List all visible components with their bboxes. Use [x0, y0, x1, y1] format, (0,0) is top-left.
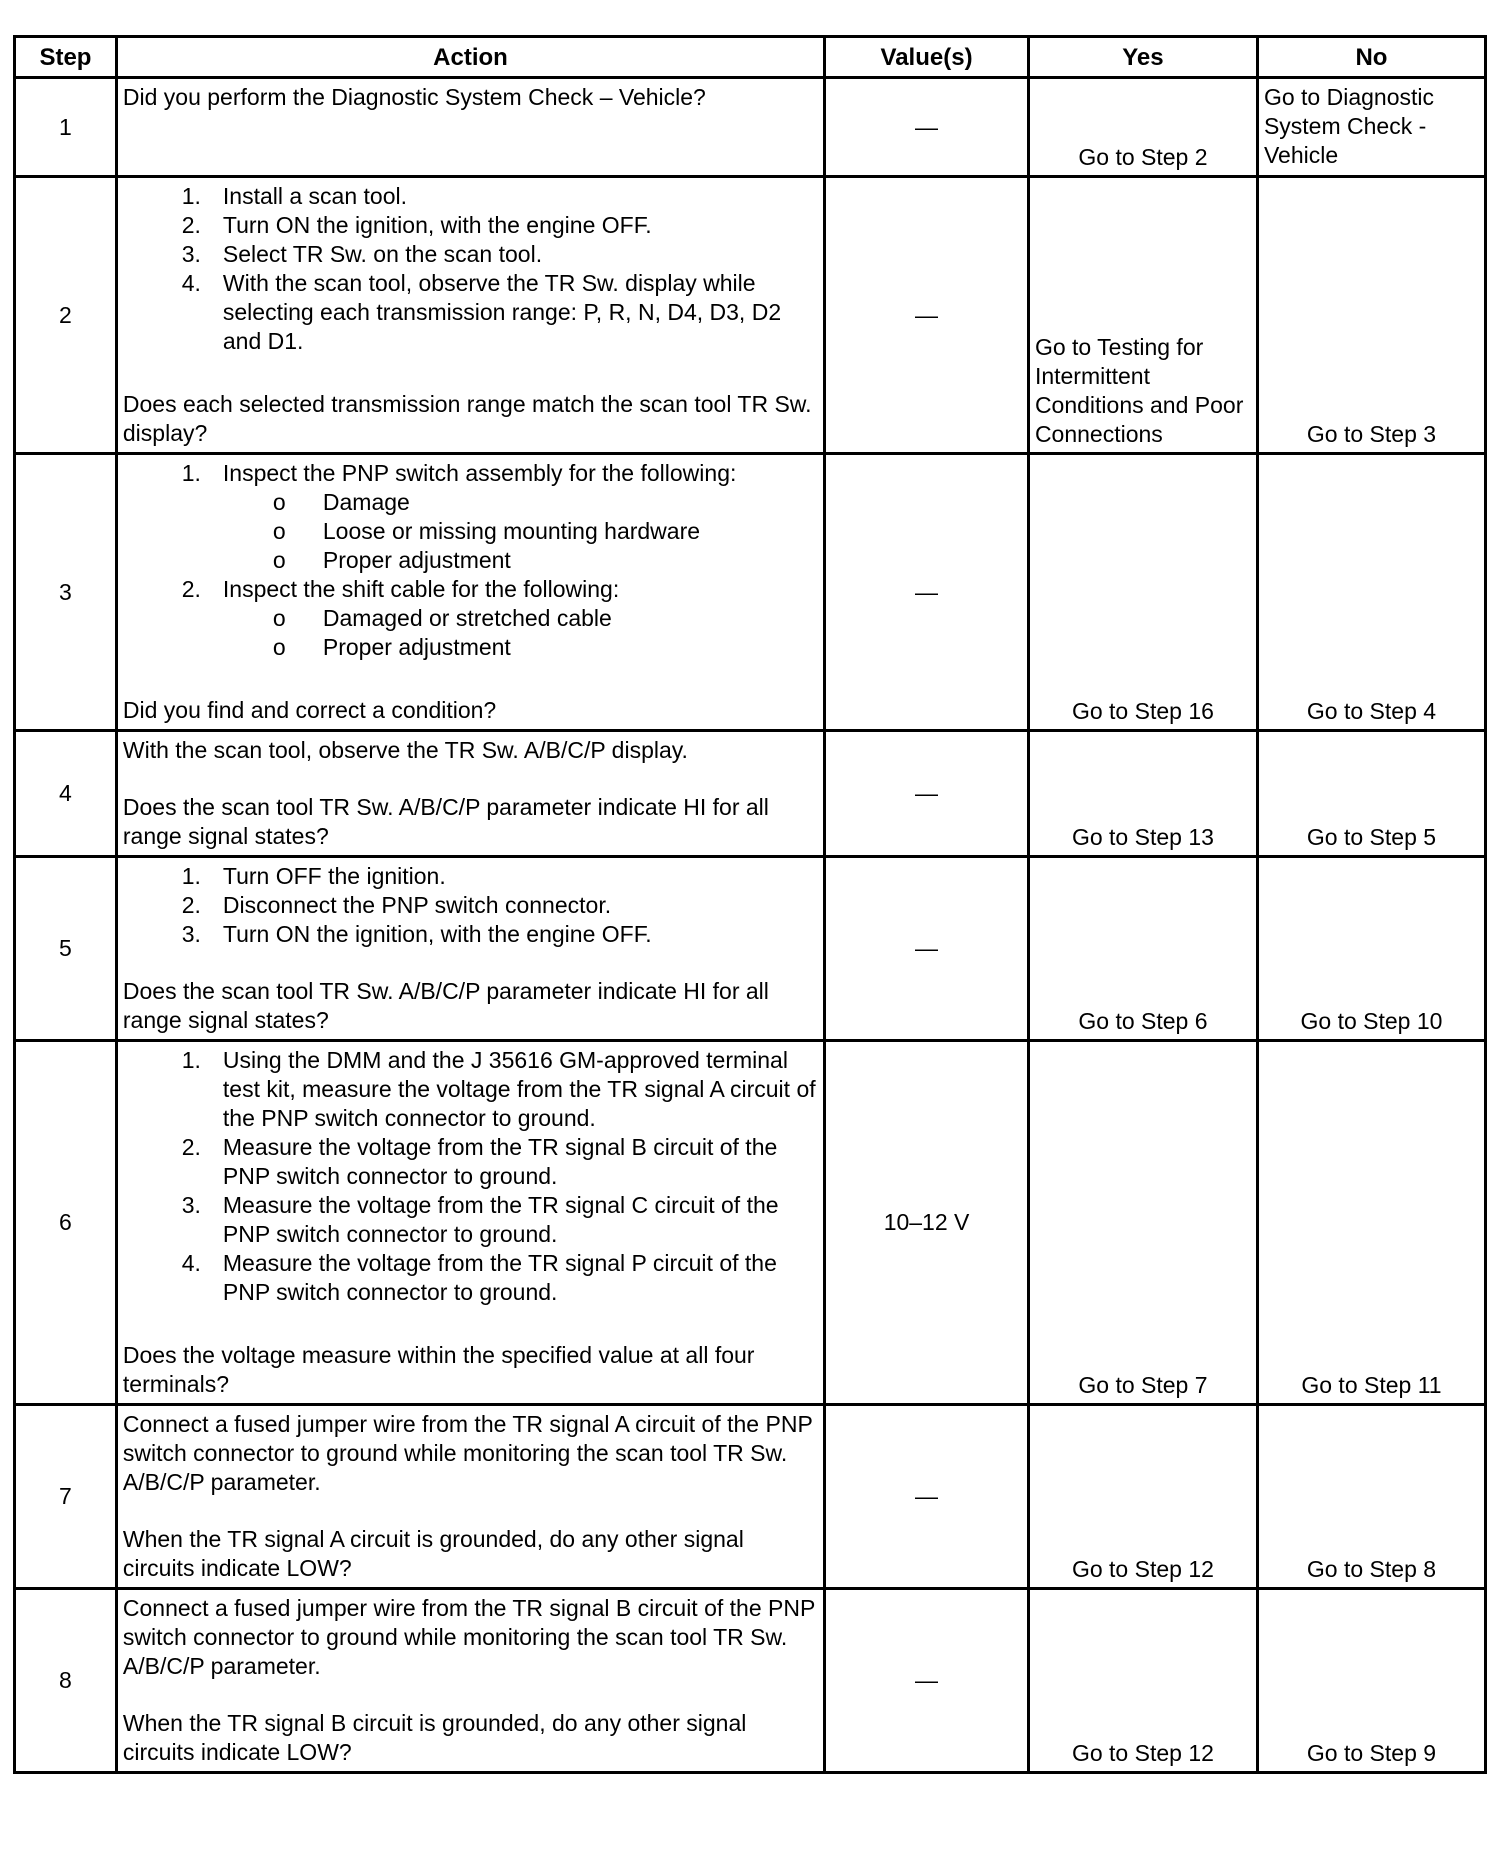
action-cell: [116, 177, 824, 454]
action-step-number: 1.: [181, 1047, 201, 1073]
no-result: Go to Step 4: [1257, 454, 1485, 731]
action-step-number: 2.: [181, 1134, 201, 1160]
action-question: Did you find and correct a condition?: [122, 697, 497, 723]
bullet-icon: o: [272, 634, 286, 660]
action-step-number: 1.: [181, 863, 201, 889]
action-instruction: Connect a fused jumper wire from the TR signal A circuit of the PNP switch connector to ground while monitoring the scan tool TR Sw. A/B/C/P parameter.: [122, 1411, 819, 1495]
sub-list: [123, 488, 819, 575]
value-cell: —: [825, 731, 1029, 857]
value-cell: —: [825, 1589, 1029, 1773]
action-step: [123, 459, 819, 488]
action-step: [123, 240, 819, 269]
action-step-text: Turn OFF the ignition.: [222, 863, 446, 889]
header-yes: Yes: [1028, 37, 1257, 78]
bullet-icon: o: [272, 518, 286, 544]
no-result: Go to Step 3: [1257, 177, 1485, 454]
no-result: Go to Step 9: [1257, 1589, 1485, 1773]
action-instruction: With the scan tool, observe the TR Sw. A/B/C/P display.: [122, 737, 688, 763]
action-step-text: Turn ON the ignition, with the engine OFF.: [222, 212, 652, 238]
action-step-text: Using the DMM and the J 35616 GM-approved terminal test kit, measure the voltage from the TR signal A circuit of the PNP switch connector to ground.: [222, 1047, 816, 1131]
sub-item-text: Proper adjustment: [322, 634, 511, 660]
sub-item: [123, 633, 819, 662]
action-cell: [116, 857, 824, 1041]
diagnostic-table: [13, 35, 1487, 1774]
value-cell: —: [825, 1405, 1029, 1589]
action-content: [123, 1046, 819, 1399]
yes-result: Go to Step 7: [1028, 1041, 1257, 1405]
no-result: Go to Diagnostic System Check - Vehicle: [1257, 78, 1485, 177]
sub-item-text: Proper adjustment: [322, 547, 511, 573]
action-question: Does the scan tool TR Sw. A/B/C/P parameter indicate HI for all range signal states?: [122, 978, 769, 1033]
no-result: Go to Step 5: [1257, 731, 1485, 857]
action-step-text: Measure the voltage from the TR signal C circuit of the PNP switch connector to ground.: [222, 1192, 779, 1247]
step-number: 3: [15, 454, 117, 731]
action-step-number: 3.: [181, 1192, 201, 1218]
no-result: Go to Step 8: [1257, 1405, 1485, 1589]
value-cell: —: [825, 454, 1029, 731]
header-action: Action: [116, 37, 824, 78]
action-step: [123, 920, 819, 949]
action-step-text: Select TR Sw. on the scan tool.: [222, 241, 543, 267]
header-values: Value(s): [825, 37, 1029, 78]
sub-item: [123, 604, 819, 633]
action-step-text: Disconnect the PNP switch connector.: [222, 892, 612, 918]
header-row: [15, 37, 1486, 78]
table-row: [15, 1405, 1486, 1589]
bullet-icon: o: [272, 489, 286, 515]
table-row: [15, 857, 1486, 1041]
header-step: Step: [15, 37, 117, 78]
yes-result: Go to Step 2: [1028, 78, 1257, 177]
action-step: [123, 269, 819, 356]
yes-result: Go to Step 12: [1028, 1589, 1257, 1773]
action-content: [123, 1410, 819, 1583]
action-step: [123, 1133, 819, 1191]
action-step: [123, 1046, 819, 1133]
action-step: [123, 575, 819, 604]
action-step-text: Inspect the PNP switch assembly for the following:: [222, 460, 737, 486]
action-content: [122, 1594, 822, 1767]
action-step-text: Install a scan tool.: [222, 183, 407, 209]
action-step-number: 2.: [181, 212, 201, 238]
step-number: 6: [15, 1041, 117, 1405]
action-content: [123, 83, 819, 171]
action-cell: [116, 454, 824, 731]
step-number: 2: [15, 177, 117, 454]
yes-result: Go to Step 6: [1028, 857, 1257, 1041]
action-content: [123, 459, 819, 725]
action-instruction: Did you perform the Diagnostic System Check – Vehicle?: [122, 84, 706, 110]
sub-item-text: Damage: [322, 489, 410, 515]
sub-list: [123, 604, 819, 662]
action-step-number: 1.: [181, 183, 201, 209]
action-step: [123, 862, 819, 891]
action-steps-list: [123, 182, 819, 356]
action-steps-list: [123, 1046, 819, 1307]
value-cell: —: [825, 857, 1029, 1041]
no-result: Go to Step 11: [1257, 1041, 1485, 1405]
action-question: Does the voltage measure within the specified value at all four terminals?: [122, 1342, 755, 1397]
action-step-text: Measure the voltage from the TR signal P circuit of the PNP switch connector to ground.: [222, 1250, 777, 1305]
action-question: Does each selected transmission range match the scan tool TR Sw. display?: [122, 391, 812, 446]
bullet-icon: o: [272, 547, 286, 573]
action-step: [123, 1191, 819, 1249]
action-step-number: 1.: [181, 460, 201, 486]
yes-result: Go to Testing for Intermittent Conditions and Poor Connections: [1028, 177, 1257, 454]
value-cell: —: [825, 78, 1029, 177]
action-step: [123, 211, 819, 240]
yes-result: Go to Step 13: [1028, 731, 1257, 857]
step-number: 7: [15, 1405, 117, 1589]
action-step-number: 2.: [181, 576, 201, 602]
action-cell: [116, 1041, 824, 1405]
action-step: [123, 891, 819, 920]
sub-item: [123, 488, 819, 517]
action-step-number: 4.: [181, 270, 201, 296]
action-step: [123, 1249, 819, 1307]
action-steps-list: [123, 862, 819, 949]
action-steps-list: [123, 459, 819, 662]
step-number: 8: [15, 1589, 117, 1773]
step-number: 5: [15, 857, 117, 1041]
action-step-text: Measure the voltage from the TR signal B circuit of the PNP switch connector to ground.: [222, 1134, 778, 1189]
action-content: [123, 182, 819, 448]
action-cell: [116, 731, 824, 857]
action-question: When the TR signal A circuit is grounded, do any other signal circuits indicate LOW?: [122, 1526, 744, 1581]
table-row: [15, 1041, 1486, 1405]
action-step-text: Turn ON the ignition, with the engine OFF.: [222, 921, 652, 947]
action-step-number: 3.: [181, 921, 201, 947]
action-step-number: 2.: [181, 892, 201, 918]
action-content: [123, 736, 819, 851]
action-instruction: Connect a fused jumper wire from the TR signal B circuit of the PNP switch connector to ground while monitoring the scan tool TR Sw. A/B/C/P parameter.: [122, 1595, 822, 1679]
action-cell: [116, 1405, 824, 1589]
table-row: [15, 731, 1486, 857]
yes-result: Go to Step 16: [1028, 454, 1257, 731]
action-step-text: With the scan tool, observe the TR Sw. display while selecting each transmission range: P, R, N, D4, D3, D2 and D1.: [222, 270, 782, 354]
no-result: Go to Step 10: [1257, 857, 1485, 1041]
action-step-number: 4.: [181, 1250, 201, 1276]
header-no: No: [1257, 37, 1485, 78]
action-content: [123, 862, 819, 1035]
table-row: [15, 78, 1486, 177]
step-number: 1: [15, 78, 117, 177]
yes-result: Go to Step 12: [1028, 1405, 1257, 1589]
action-step-number: 3.: [181, 241, 201, 267]
sub-item: [123, 546, 819, 575]
table-row: [15, 454, 1486, 731]
action-cell: [116, 78, 824, 177]
bullet-icon: o: [272, 605, 286, 631]
action-step: [123, 182, 819, 211]
sub-item-text: Loose or missing mounting hardware: [322, 518, 701, 544]
value-cell: —: [825, 177, 1029, 454]
sub-item-text: Damaged or stretched cable: [322, 605, 612, 631]
action-step-text: Inspect the shift cable for the following:: [222, 576, 620, 602]
table-row: [15, 177, 1486, 454]
value-cell: 10–12 V: [825, 1041, 1029, 1405]
action-cell: [116, 1589, 824, 1773]
step-number: 4: [15, 731, 117, 857]
action-question: Does the scan tool TR Sw. A/B/C/P parameter indicate HI for all range signal states?: [122, 794, 769, 849]
table-row: [15, 1589, 1486, 1773]
action-question: When the TR signal B circuit is grounded, do any other signal circuits indicate LOW?: [122, 1710, 747, 1765]
sub-item: [123, 517, 819, 546]
